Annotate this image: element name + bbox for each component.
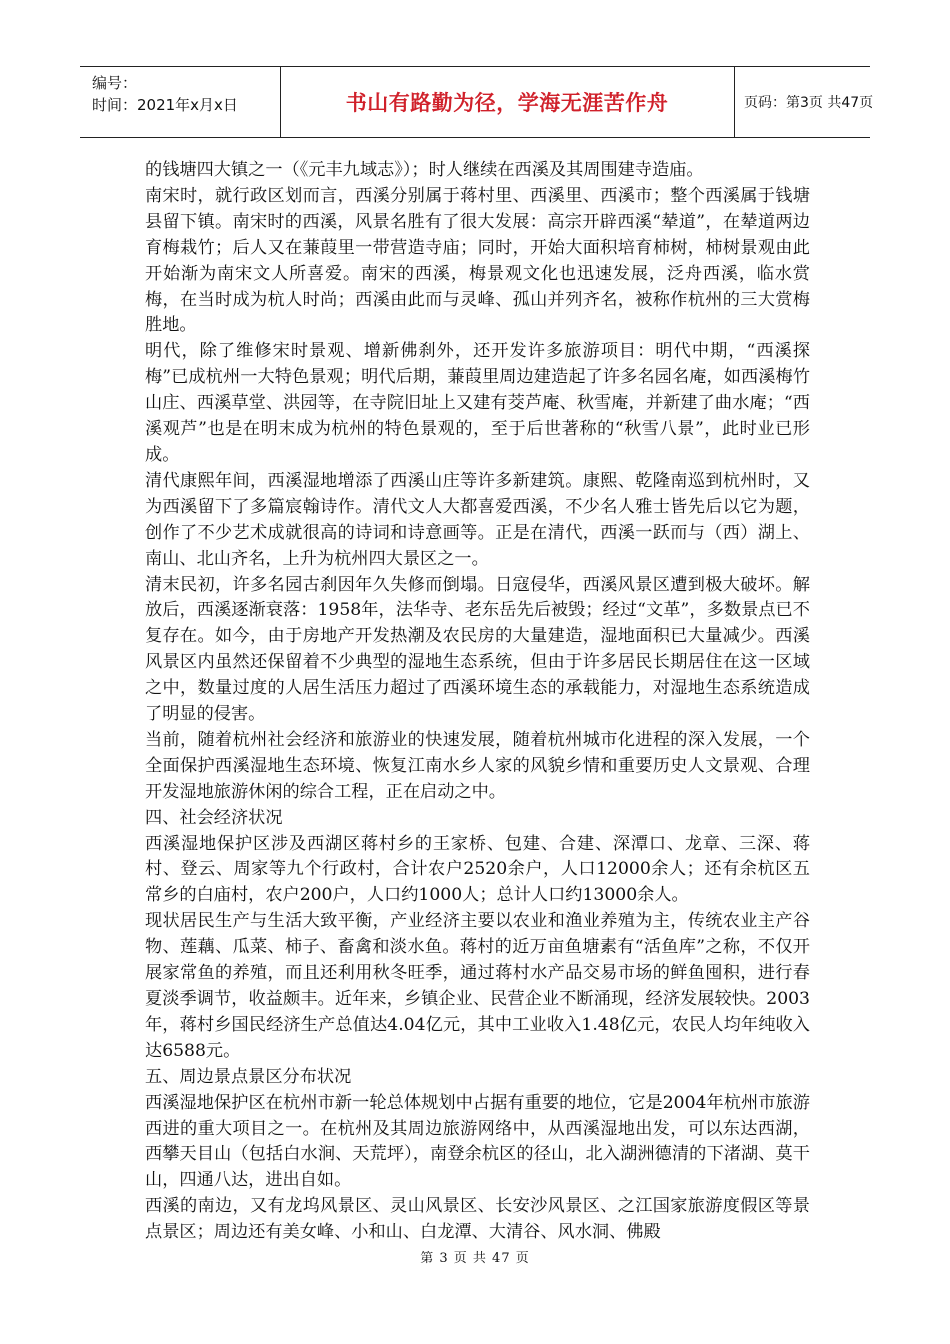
page-header <box>80 66 874 138</box>
section-heading: 五、周边景点景区分布状况 <box>145 1066 352 1087</box>
header-motto: 书山有路勤为径，学海无涯苦作舟 <box>280 67 735 137</box>
paragraph: 西溪湿地保护区在杭州市新一轮总体规划中占据有重要的地位，它是2004年杭州市旅游西进的重大项目之一。在杭州及其周边旅游网络中，从西溪湿地出发，可以东达西湖，西攀天目山（包括白水涧、天荒坪），南登余杭区的径山，北入湖洲德清的下渚湖、莫干山，四通八达，进出自如。 <box>145 1092 810 1191</box>
paragraph: 清代康熙年间，西溪湿地增添了西溪山庄等许多新建筑。康熙、乾隆南巡到杭州时，又为西溪留下了多篇宸翰诗作。清代文人大都喜爱西溪，不少名人雅士皆先后以它为题，创作了不少艺术成就很高的诗词和诗意画等。正是在清代，西溪一跃而与（西）湖上、南山、北山齐名，上升为杭州四大景区之一。 <box>145 470 810 569</box>
header-meta <box>80 67 281 137</box>
paragraph: 西溪的南边，又有龙坞风景区、灵山风景区、长安沙风景区、之江国家旅游度假区等景点景区；周边还有美女峰、小和山、白龙潭、大清谷、风水洞、佛殿 <box>145 1196 810 1243</box>
date-label: 时间：2021年x月x日 <box>92 96 238 114</box>
section-heading: 四、社会经济状况 <box>145 807 283 828</box>
page-footer: 第 3 页 共 47 页 <box>420 1251 530 1266</box>
paragraph: 现状居民生产与生活大致平衡，产业经济主要以农业和渔业养殖为主，传统农业主产谷物、莲藕、瓜菜、柿子、畜禽和淡水鱼。蒋村的近万亩鱼塘素有“活鱼库”之称，不仅开展家常鱼的养殖，而且还利用秋冬旺季，通过蒋村水产品交易市场的鲜鱼囤积，进行春夏淡季调节，收益颇丰。近年来，乡镇企业、民营企业不断涌现，经济发展较快。2003年，蒋村乡国民经济生产总值达4.04亿元，其中工业收入1.48亿元，农民人均年纯收入达6588元。 <box>145 911 810 1061</box>
paragraph: 南宋时，就行政区划而言，西溪分别属于蒋村里、西溪里、西溪市；整个西溪属于钱塘县留下镇。南宋时的西溪，风景名胜有了很大发展：高宗开辟西溪“辇道”，在辇道两边育梅栽竹；后人又在蒹葭里一带营造寺庙；同时，开始大面积培育柿树，柿树景观由此开始渐为南宋文人所喜爱。南宋的西溪，梅景观文化也迅速发展，泛舟西溪，临水赏梅，在当时成为杭人时尚；西溪由此而与灵峰、孤山并列齐名，被称作杭州的三大赏梅胜地。 <box>145 185 810 336</box>
paragraph: 西溪湿地保护区涉及西湖区蒋村乡的王家桥、包建、合建、深潭口、龙章、三深、蒋村、登云、周家等九个行政村，合计农户2520余户，人口12000余人；还有余杭区五常乡的白庙村，农户200户，人口约1000人；总计人口约13000余人。 <box>145 833 810 906</box>
paragraph: 的钱塘四大镇之一（《元丰九域志》）；时人继续在西溪及其周围建寺造庙。 <box>145 160 704 180</box>
document-body <box>145 158 810 1246</box>
paragraph: 明代，除了维修宋时景观、增新佛刹外，还开发许多旅游项目：明代中期，“西溪探梅”已成杭州一大特色景观；明代后期，蒹葭里周边建造起了许多名园名庵，如西溪梅竹山庄、西溪草堂、洪园等，在寺院旧址上又建有茭芦庵、秋雪庵，并新建了曲水庵；“西溪观芦”也是在明末成为杭州的特色景观的，至于后世著称的“秋雪八景”，此时业已形成。 <box>145 341 810 465</box>
number-label: 编号： <box>92 74 138 92</box>
header-page-info: 页码：第3页 共47页 <box>744 95 874 111</box>
paragraph: 清末民初，许多名园古刹因年久失修而倒塌。日寇侵华，西溪风景区遭到极大破坏。解放后，西溪逐渐衰落：1958年，法华寺、老东岳先后被毁；经过“文革”，多数景点已不复存在。如今，由于房地产开发热潮及农民房的大量建造，湿地面积已大量减少。西溪风景区内虽然还保留着不少典型的湿地生态系统，但由于许多居民长期居住在这一区域之中，数量过度的人居生活压力超过了西溪环境生态的承载能力，对湿地生态系统造成了明显的侵害。 <box>145 574 810 725</box>
paragraph: 当前，随着杭州社会经济和旅游业的快速发展，随着杭州城市化进程的深入发展，一个全面保护西溪湿地生态环境、恢复江南水乡人家的风貌乡情和重要历史人文景观、合理开发湿地旅游休闲的综合工程，正在启动之中。 <box>145 729 810 802</box>
